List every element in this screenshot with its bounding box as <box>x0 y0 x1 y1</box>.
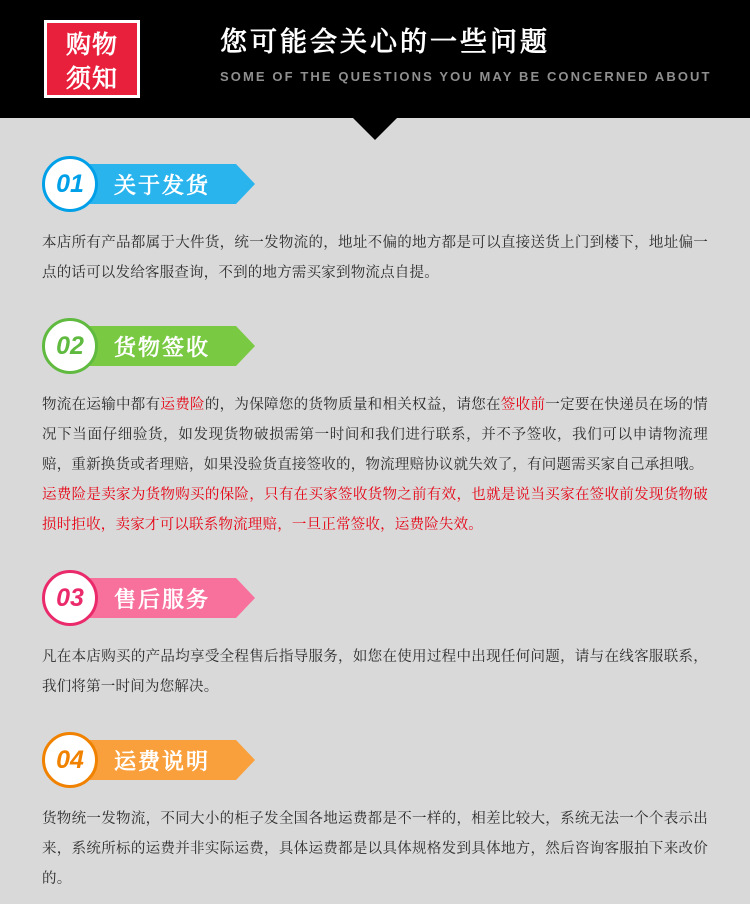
body-text: 货物统一发物流，不同大小的柜子发全国各地运费都是不一样的，相差比较大，系统无法一个个表示出来，系统所标的运费并非实际运费，具体运费都是以具体规格发到具体地方，然后咨询客服拍下来改价的。 <box>42 811 708 887</box>
section-title: 货物签收 <box>114 334 211 360</box>
shopping-notice-badge <box>44 20 140 98</box>
section-title: 运费说明 <box>114 748 211 774</box>
section-number-badge: 04 <box>42 732 98 788</box>
down-arrow-icon <box>352 117 398 140</box>
faq-section <box>0 156 750 288</box>
faq-section-header <box>42 318 708 374</box>
section-title-ribbon <box>84 326 236 366</box>
body-text: 物流在运输中都有 <box>42 397 161 413</box>
faq-paragraph <box>42 390 708 480</box>
section-title-ribbon <box>84 740 236 780</box>
faq-section-body <box>42 804 708 894</box>
faq-paragraph <box>42 228 708 288</box>
page-subtitle: SOME OF THE QUESTIONS YOU MAY BE CONCERNED ABOUT <box>220 69 712 84</box>
faq-section <box>0 318 750 540</box>
section-number-badge: 03 <box>42 570 98 626</box>
section-title-ribbon <box>84 164 236 204</box>
badge-line-1: 购物 <box>65 31 118 59</box>
section-title: 关于发货 <box>114 172 211 198</box>
section-number-badge: 02 <box>42 318 98 374</box>
section-number-badge: 01 <box>42 156 98 212</box>
highlighted-text: 签收前 <box>500 397 546 413</box>
highlighted-text: 运费险是卖家为货物购买的保险，只有在买家签收货物之前有效，也就是说当买家在签收前发现货物破损时拒收，卖家才可以联系物流理赔，一旦正常签收，运费险失效。 <box>42 487 708 533</box>
faq-paragraph <box>42 480 708 540</box>
faq-section-body <box>42 390 708 540</box>
faq-section-header <box>42 156 708 212</box>
faq-section-header <box>42 732 708 788</box>
body-text: 本店所有产品都属于大件货，统一发物流的，地址不偏的地方都是可以直接送货上门到楼下，地址偏一点的话可以发给客服查询，不到的地方需买家到物流点自提。 <box>42 235 708 281</box>
body-text: 一定要在快递员在场的情况下当面仔细验货，如发现货物破损需第一时间和我们进行联系，并不予签收，我们可以申请物流理赔，重新换货或者理赔，如果没验货直接签收的，物流理赔协议就失效了，有问题需买家自己承担哦。 <box>42 397 708 473</box>
faq-section-header <box>42 570 708 626</box>
faq-section-body <box>42 642 708 702</box>
section-title: 售后服务 <box>114 586 211 612</box>
header-title-group <box>220 24 712 88</box>
faq-sections <box>0 156 750 904</box>
body-text: 凡在本店购买的产品均享受全程售后指导服务，如您在使用过程中出现任何问题，请与在线客服联系，我们将第一时间为您解决。 <box>42 649 708 695</box>
page-title: 您可能会关心的一些问题 <box>220 27 550 57</box>
badge-line-2: 须知 <box>65 65 118 93</box>
faq-paragraph <box>42 804 708 894</box>
faq-paragraph <box>42 642 708 702</box>
faq-section <box>0 570 750 702</box>
highlighted-text: 运费险 <box>160 397 205 413</box>
section-title-ribbon <box>84 578 236 618</box>
faq-section <box>0 732 750 894</box>
page-header <box>0 0 750 118</box>
body-text: 的，为保障您的货物质量和相关权益，请您在 <box>204 397 501 413</box>
faq-section-body <box>42 228 708 288</box>
